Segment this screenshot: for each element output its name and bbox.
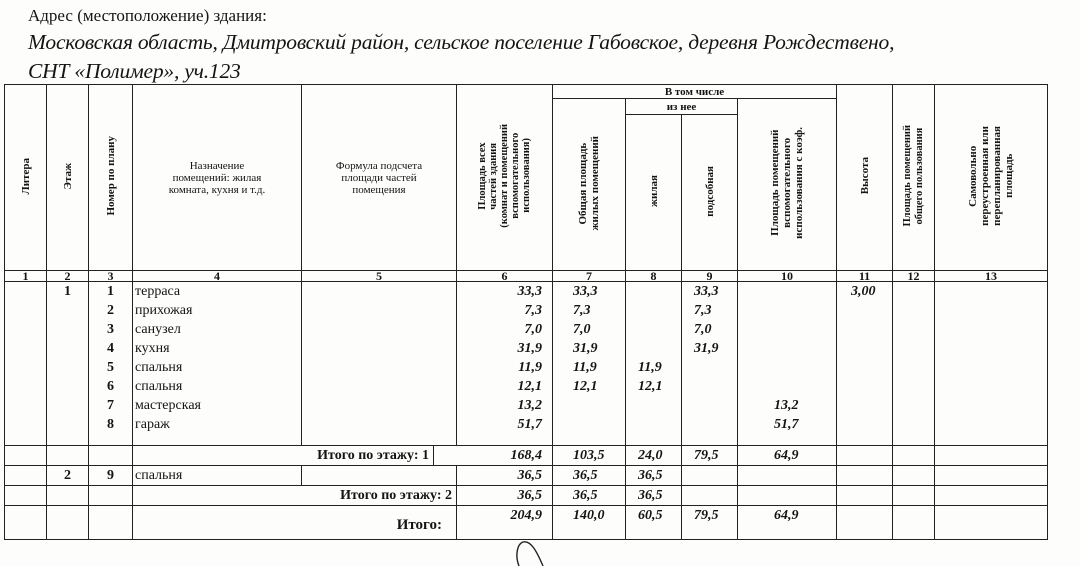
header-of-it: из нее — [626, 99, 738, 115]
header-utility: подсобная — [682, 115, 738, 271]
header-litera: Литера — [5, 85, 47, 271]
address-line-2: СНТ «Полимер», уч.123 — [28, 59, 241, 83]
height-value: 3,00 — [837, 282, 893, 446]
floor-1-total-row: Итого по этажу: 1 168,4 103,5 24,0 79,5 64,9 — [5, 446, 1048, 466]
header-unauthorized-area: Самовольно переустроенная или перепланированная площадь — [935, 85, 1048, 271]
col6-values: 33,3 7,3 7,0 31,9 11,9 12,1 13,2 51,7 — [457, 282, 553, 446]
header-in-total: В том числе — [553, 85, 837, 99]
header-formula: Формула подсчета площади частей помещения — [302, 85, 457, 271]
col8-values: 11,9 12,1 — [626, 282, 682, 446]
column-numbers-row: 1 2 3 4 5 6 7 8 9 10 11 12 13 — [5, 271, 1048, 282]
header-total-area: Площадь всех частей здания (комнат и помещений вспомогательного использования) — [457, 85, 553, 271]
floor-1-number: 1 — [47, 282, 89, 446]
col7-values: 33,3 7,3 7,0 31,9 11,9 12,1 — [553, 282, 626, 446]
header-auxiliary: Площадь помещений вспомогательного использования с коэф. — [738, 99, 837, 271]
floor-2-room-row: 2 9 спальня 36,5 36,5 36,5 — [5, 466, 1048, 486]
address-line-1: Московская область, Дмитровский район, сельское поселение Габовское, деревня Рождествено, — [28, 30, 895, 54]
header-floor: Этаж — [47, 85, 89, 271]
header-living-total: Общая площадь жилых помещений — [553, 99, 626, 271]
floor-2-total-row: Итого по этажу: 2 36,5 36,5 36,5 — [5, 486, 1048, 506]
header-height: Высота — [837, 85, 893, 271]
floor-1-rooms-row — [5, 282, 1048, 446]
address-label: Адрес (местоположение) здания: — [28, 6, 267, 25]
header-living: жилая — [626, 115, 682, 271]
room-names: терраса прихожая санузел кухня спальня спальня мастерская гараж — [133, 282, 302, 446]
header-common-area: Площадь помещений общего пользования — [893, 85, 935, 271]
header-plan-number: Номер по плану — [89, 85, 133, 271]
signature-mark — [505, 538, 555, 566]
explication-table — [4, 84, 1048, 540]
col9-values: 33,3 7,3 7,0 31,9 — [682, 282, 738, 446]
header-purpose: Назначение помещений: жилая комната, кухня и т.д. — [133, 85, 302, 271]
grand-total-row: Итого: 204,9 140,0 60,5 79,5 64,9 — [5, 506, 1048, 540]
col10-values: 13,2 51,7 — [738, 282, 837, 446]
room-numbers: 1 2 3 4 5 6 7 8 — [89, 282, 133, 446]
